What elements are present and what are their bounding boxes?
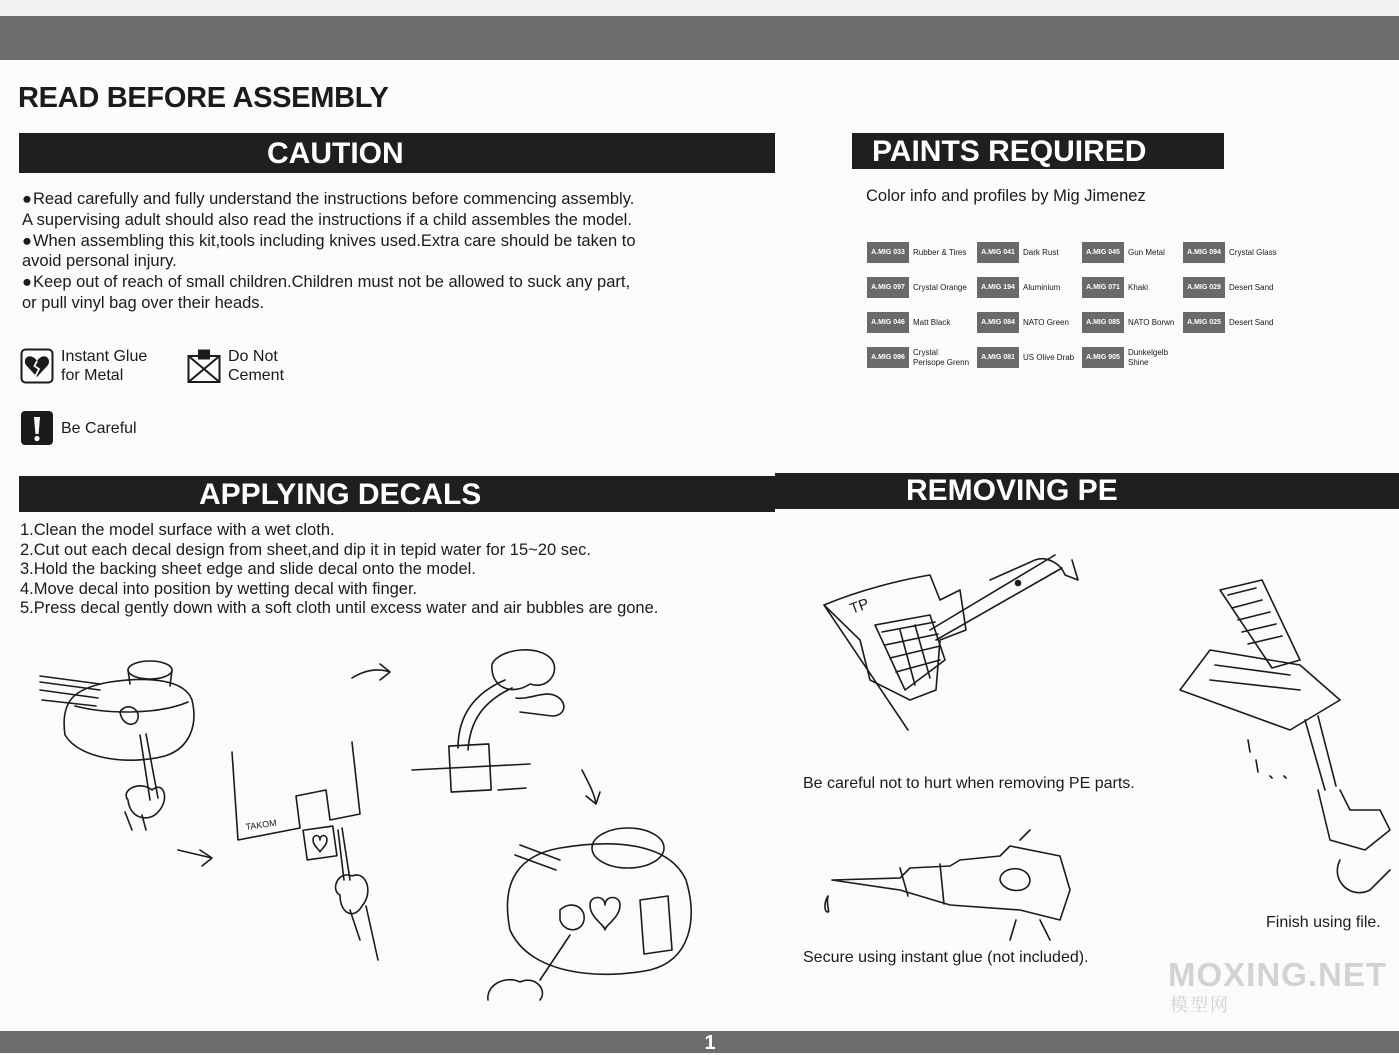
caution-line: ● Keep out of reach of small children.Children must not be allowed to suck any part, xyxy=(22,272,722,293)
paint-name: Crystal Perisope Grenn xyxy=(913,348,970,367)
paint-code-chip: A.MIG 033 xyxy=(867,242,909,263)
paint-name: NATO Green xyxy=(1023,317,1069,327)
paint-item xyxy=(1183,242,1287,263)
caution-heading: CAUTION xyxy=(267,137,404,170)
paint-code-chip: A.MIG 097 xyxy=(867,277,909,298)
paint-name: Desert Sand xyxy=(1229,317,1274,327)
legend-label-line: for Metal xyxy=(61,367,124,384)
pe-fret-illustration xyxy=(824,555,1078,730)
pe-caption: Secure using instant glue (not included). xyxy=(803,949,1089,966)
turret-illustration xyxy=(40,661,194,830)
paint-name: Dunkelgelb Shine xyxy=(1128,348,1169,367)
paint-item xyxy=(977,312,1081,333)
caution-heading-band xyxy=(19,133,775,173)
decals-heading: APPLYING DECALS xyxy=(199,478,482,511)
paint-item xyxy=(867,347,971,368)
decal-step: 1.Clean the model surface with a wet cloth. xyxy=(20,521,335,539)
paint-item xyxy=(1082,347,1186,368)
paint-item xyxy=(1082,312,1186,333)
caution-line: avoid personal injury. xyxy=(22,252,177,271)
paint-item xyxy=(977,242,1081,263)
paint-item xyxy=(1082,277,1186,298)
page-number: 1 xyxy=(704,1032,716,1054)
paint-item xyxy=(1183,312,1287,333)
legend-label xyxy=(228,347,284,385)
pe-caption: Finish using file. xyxy=(1266,914,1381,931)
paints-subtitle: Color info and profiles by Mig Jimenez xyxy=(866,187,1146,205)
caution-text xyxy=(22,189,722,314)
broken-heart-icon xyxy=(20,348,54,384)
decal-sheet-label: TAKOM xyxy=(244,817,278,832)
paint-name: Matt Black xyxy=(913,317,951,327)
paint-item xyxy=(867,242,971,263)
exclamation-icon xyxy=(20,410,54,446)
paint-code-chip: A.MIG 046 xyxy=(867,312,909,333)
header-bar xyxy=(0,16,1399,60)
turret-decal-illustration xyxy=(488,828,691,1000)
paint-item xyxy=(977,277,1081,298)
paint-name: US Olive Drab xyxy=(1023,352,1075,362)
paint-code-chip: A.MIG 041 xyxy=(977,242,1019,263)
pe-heading: REMOVING PE xyxy=(906,474,1118,507)
paint-code-chip: A.MIG 071 xyxy=(1082,277,1124,298)
paint-item xyxy=(867,312,971,333)
arrow xyxy=(178,664,600,866)
legend-label xyxy=(61,347,147,385)
decals-heading-band xyxy=(19,476,775,512)
paint-code-chip: A.MIG 045 xyxy=(1082,242,1124,263)
legend-label-line: Be Careful xyxy=(61,419,137,437)
glue-bottle-illustration xyxy=(825,830,1070,940)
watermark: MOXING.NET xyxy=(1168,956,1388,993)
paint-name: Dark Rust xyxy=(1023,247,1059,257)
top-margin xyxy=(0,0,1399,16)
paint-name: Desert Sand xyxy=(1229,282,1274,292)
pe-fret-label: TP xyxy=(847,595,872,618)
paint-item xyxy=(867,277,971,298)
paint-code-chip: A.MIG 194 xyxy=(977,277,1019,298)
legend-instant-glue xyxy=(20,347,147,385)
paint-code-chip: A.MIG 029 xyxy=(1183,277,1225,298)
caution-line: ● When assembling this kit,tools including knives used.Extra care should be taken to xyxy=(22,231,722,252)
watermark-sub: 模型网 xyxy=(1170,995,1230,1015)
decal-steps xyxy=(20,521,740,619)
caution-line: A supervising adult should also read the instructions if a child assembles the model. xyxy=(22,210,632,229)
paint-name: NATO Borwn xyxy=(1128,317,1175,327)
page-title: READ BEFORE ASSEMBLY xyxy=(18,82,389,114)
file-tool-illustration xyxy=(1180,580,1390,893)
paints-heading-band xyxy=(852,133,1224,169)
decal-step: 4.Move decal into position by wetting decal with finger. xyxy=(20,579,418,598)
legend-label-line: Do Not xyxy=(228,348,278,365)
paints-heading: PAINTS REQUIRED xyxy=(872,135,1147,168)
legend-label xyxy=(61,419,137,438)
paint-code-chip: A.MIG 085 xyxy=(1082,312,1124,333)
paint-name: Rubber & Tires xyxy=(913,247,967,257)
do-not-cement-icon xyxy=(187,348,221,384)
decal-sheet-illustration xyxy=(232,742,378,960)
legend-be-careful xyxy=(20,410,137,446)
paint-code-chip: A.MIG 096 xyxy=(867,347,909,368)
water-dip-illustration xyxy=(412,650,564,792)
caution-line: or pull vinyl bag over their heads. xyxy=(22,293,265,312)
paint-item xyxy=(1183,277,1287,298)
paint-name: Gun Metal xyxy=(1128,247,1165,257)
pe-caption: Be careful not to hurt when removing PE parts. xyxy=(803,775,1135,792)
paint-name: Aluminium xyxy=(1023,282,1061,292)
caution-line: ● Read carefully and fully understand the instructions before commencing assembly. xyxy=(22,189,722,210)
decal-step: 3.Hold the backing sheet edge and slide decal onto the model. xyxy=(20,560,476,579)
legend-label-line: Instant Glue xyxy=(61,348,148,365)
paint-code-chip: A.MIG 025 xyxy=(1183,312,1225,333)
paint-name: Crystal Glass xyxy=(1229,247,1277,257)
decal-step: 5.Press decal gently down with a soft cloth until excess water and air bubbles are gone. xyxy=(20,599,659,618)
paint-code-chip: A.MIG 905 xyxy=(1082,347,1124,368)
paint-code-chip: A.MIG 081 xyxy=(977,347,1019,368)
paint-name: Khaki xyxy=(1128,282,1149,292)
legend-do-not-cement xyxy=(187,347,284,385)
paint-item xyxy=(977,347,1081,368)
paint-item xyxy=(1082,242,1186,263)
pe-heading-band xyxy=(775,473,1399,509)
paint-code-chip: A.MIG 084 xyxy=(977,312,1019,333)
legend-label-line: Cement xyxy=(228,367,285,384)
paint-code-chip: A.MIG 094 xyxy=(1183,242,1225,263)
paint-name: Crystal Orange xyxy=(913,282,967,292)
decal-step: 2.Cut out each decal design from sheet,and dip it in tepid water for 15~20 sec. xyxy=(20,540,591,559)
